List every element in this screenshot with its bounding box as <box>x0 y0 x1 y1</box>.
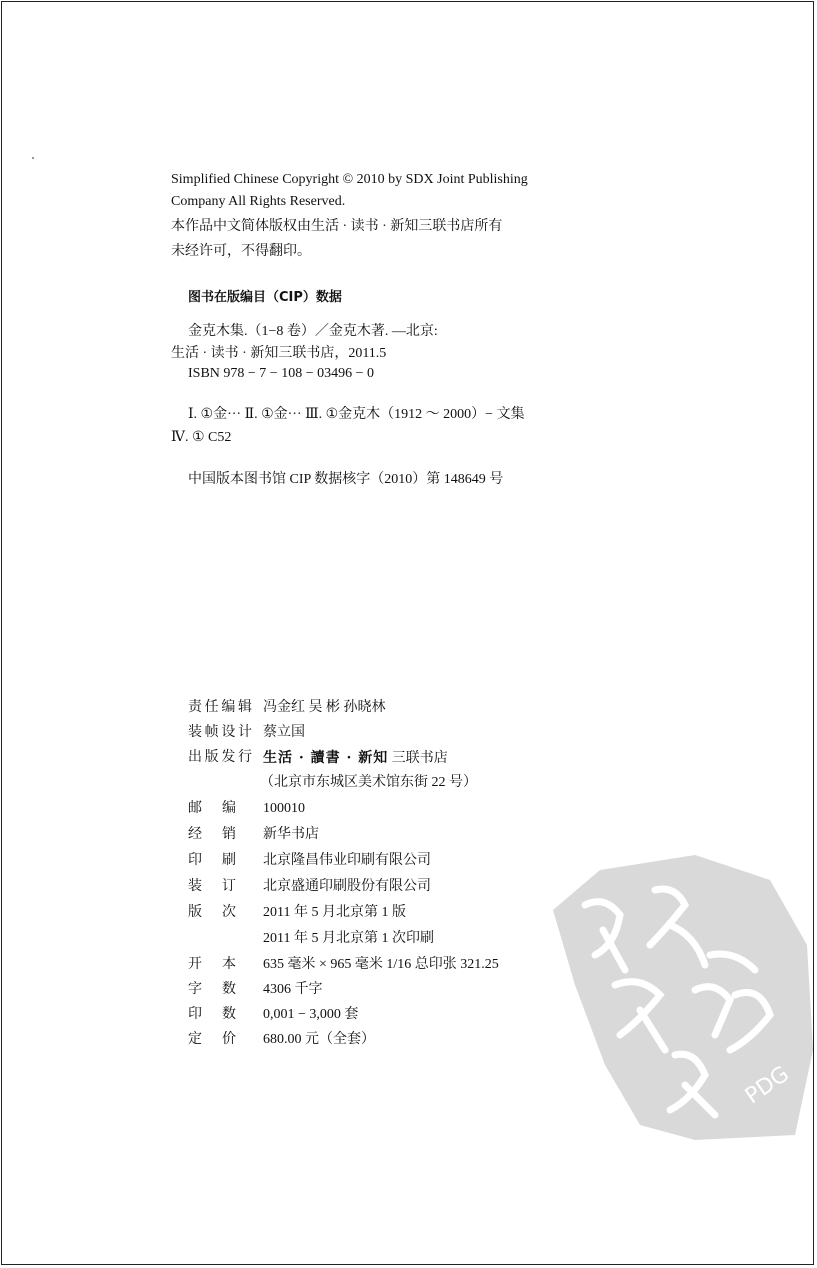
editors-label: 责任编辑 <box>188 700 252 715</box>
cip-record-line: 中国版本图书馆 CIP 数据核字（2010）第 148649 号 <box>188 472 504 487</box>
price-label: 定价 <box>188 1032 236 1047</box>
distributor-value: 新华书店 <box>263 827 319 842</box>
cip-isbn-line: ISBN 978 − 7 − 108 − 03496 − 0 <box>188 366 374 381</box>
publisher-suffix: 三联书店 <box>391 751 448 766</box>
publisher-value <box>263 748 448 769</box>
binder-value: 北京盛通印刷股份有限公司 <box>263 879 431 894</box>
printer-label: 印刷 <box>188 853 236 868</box>
print-run-label: 印数 <box>188 1007 236 1022</box>
binder-label: 装订 <box>188 879 236 894</box>
postcode-label: 邮编 <box>188 801 236 816</box>
pdg-watermark-seal <box>545 835 815 1145</box>
cip-publisher-line: 生活 · 读书 · 新知三联书店，2011.5 <box>171 346 387 361</box>
cip-class-line1: Ⅰ. ①金··· Ⅱ. ①金··· Ⅲ. ①金克木（1912 ～ 2000）− 文集 <box>188 407 525 422</box>
cip-title-line: 金克木集.（1−8 卷）／金克木著. —北京: <box>188 324 438 339</box>
design-label: 装帧设计 <box>188 725 252 740</box>
edition-label: 版次 <box>188 905 236 920</box>
publisher-label: 出版发行 <box>188 750 252 765</box>
words-value: 4306 千字 <box>263 982 323 997</box>
address-value: （北京市东城区美术馆东街 22 号） <box>260 775 477 790</box>
scan-speck <box>32 157 34 159</box>
print-run-value: 0,001 − 3,000 套 <box>263 1007 359 1022</box>
format-label: 开本 <box>188 957 236 972</box>
copyright-english-line1: Simplified Chinese Copyright © 2010 by SDX Joint Publishing <box>171 172 528 187</box>
distributor-label: 经销 <box>188 827 236 842</box>
price-value: 680.00 元（全套） <box>263 1032 375 1047</box>
cip-class-line2: Ⅳ. ① C52 <box>171 430 232 445</box>
format-value: 635 毫米 × 965 毫米 1/16 总印张 321.25 <box>263 957 499 972</box>
copyright-chinese-line2: 未经许可，不得翻印。 <box>171 244 311 259</box>
copyright-chinese-line1: 本作品中文简体版权由生活 · 读书 · 新知三联书店所有 <box>171 219 503 234</box>
cip-heading: 图书在版编目（CIP）数据 <box>188 290 342 305</box>
edition-value: 2011 年 5 月北京第 1 版 <box>263 905 406 920</box>
design-value: 蔡立国 <box>263 725 305 740</box>
watermark-text: PDG <box>740 1061 794 1110</box>
editors-value: 冯金红 吴 彬 孙晓林 <box>263 700 386 715</box>
publisher-name: 生活 · 讀書 · 新知 <box>263 750 389 766</box>
words-label: 字数 <box>188 982 236 997</box>
postcode-value: 100010 <box>263 801 305 816</box>
edition-printing-value: 2011 年 5 月北京第 1 次印刷 <box>263 931 434 946</box>
printer-value: 北京隆昌伟业印刷有限公司 <box>263 853 431 868</box>
copyright-english-line2: Company All Rights Reserved. <box>171 194 346 209</box>
